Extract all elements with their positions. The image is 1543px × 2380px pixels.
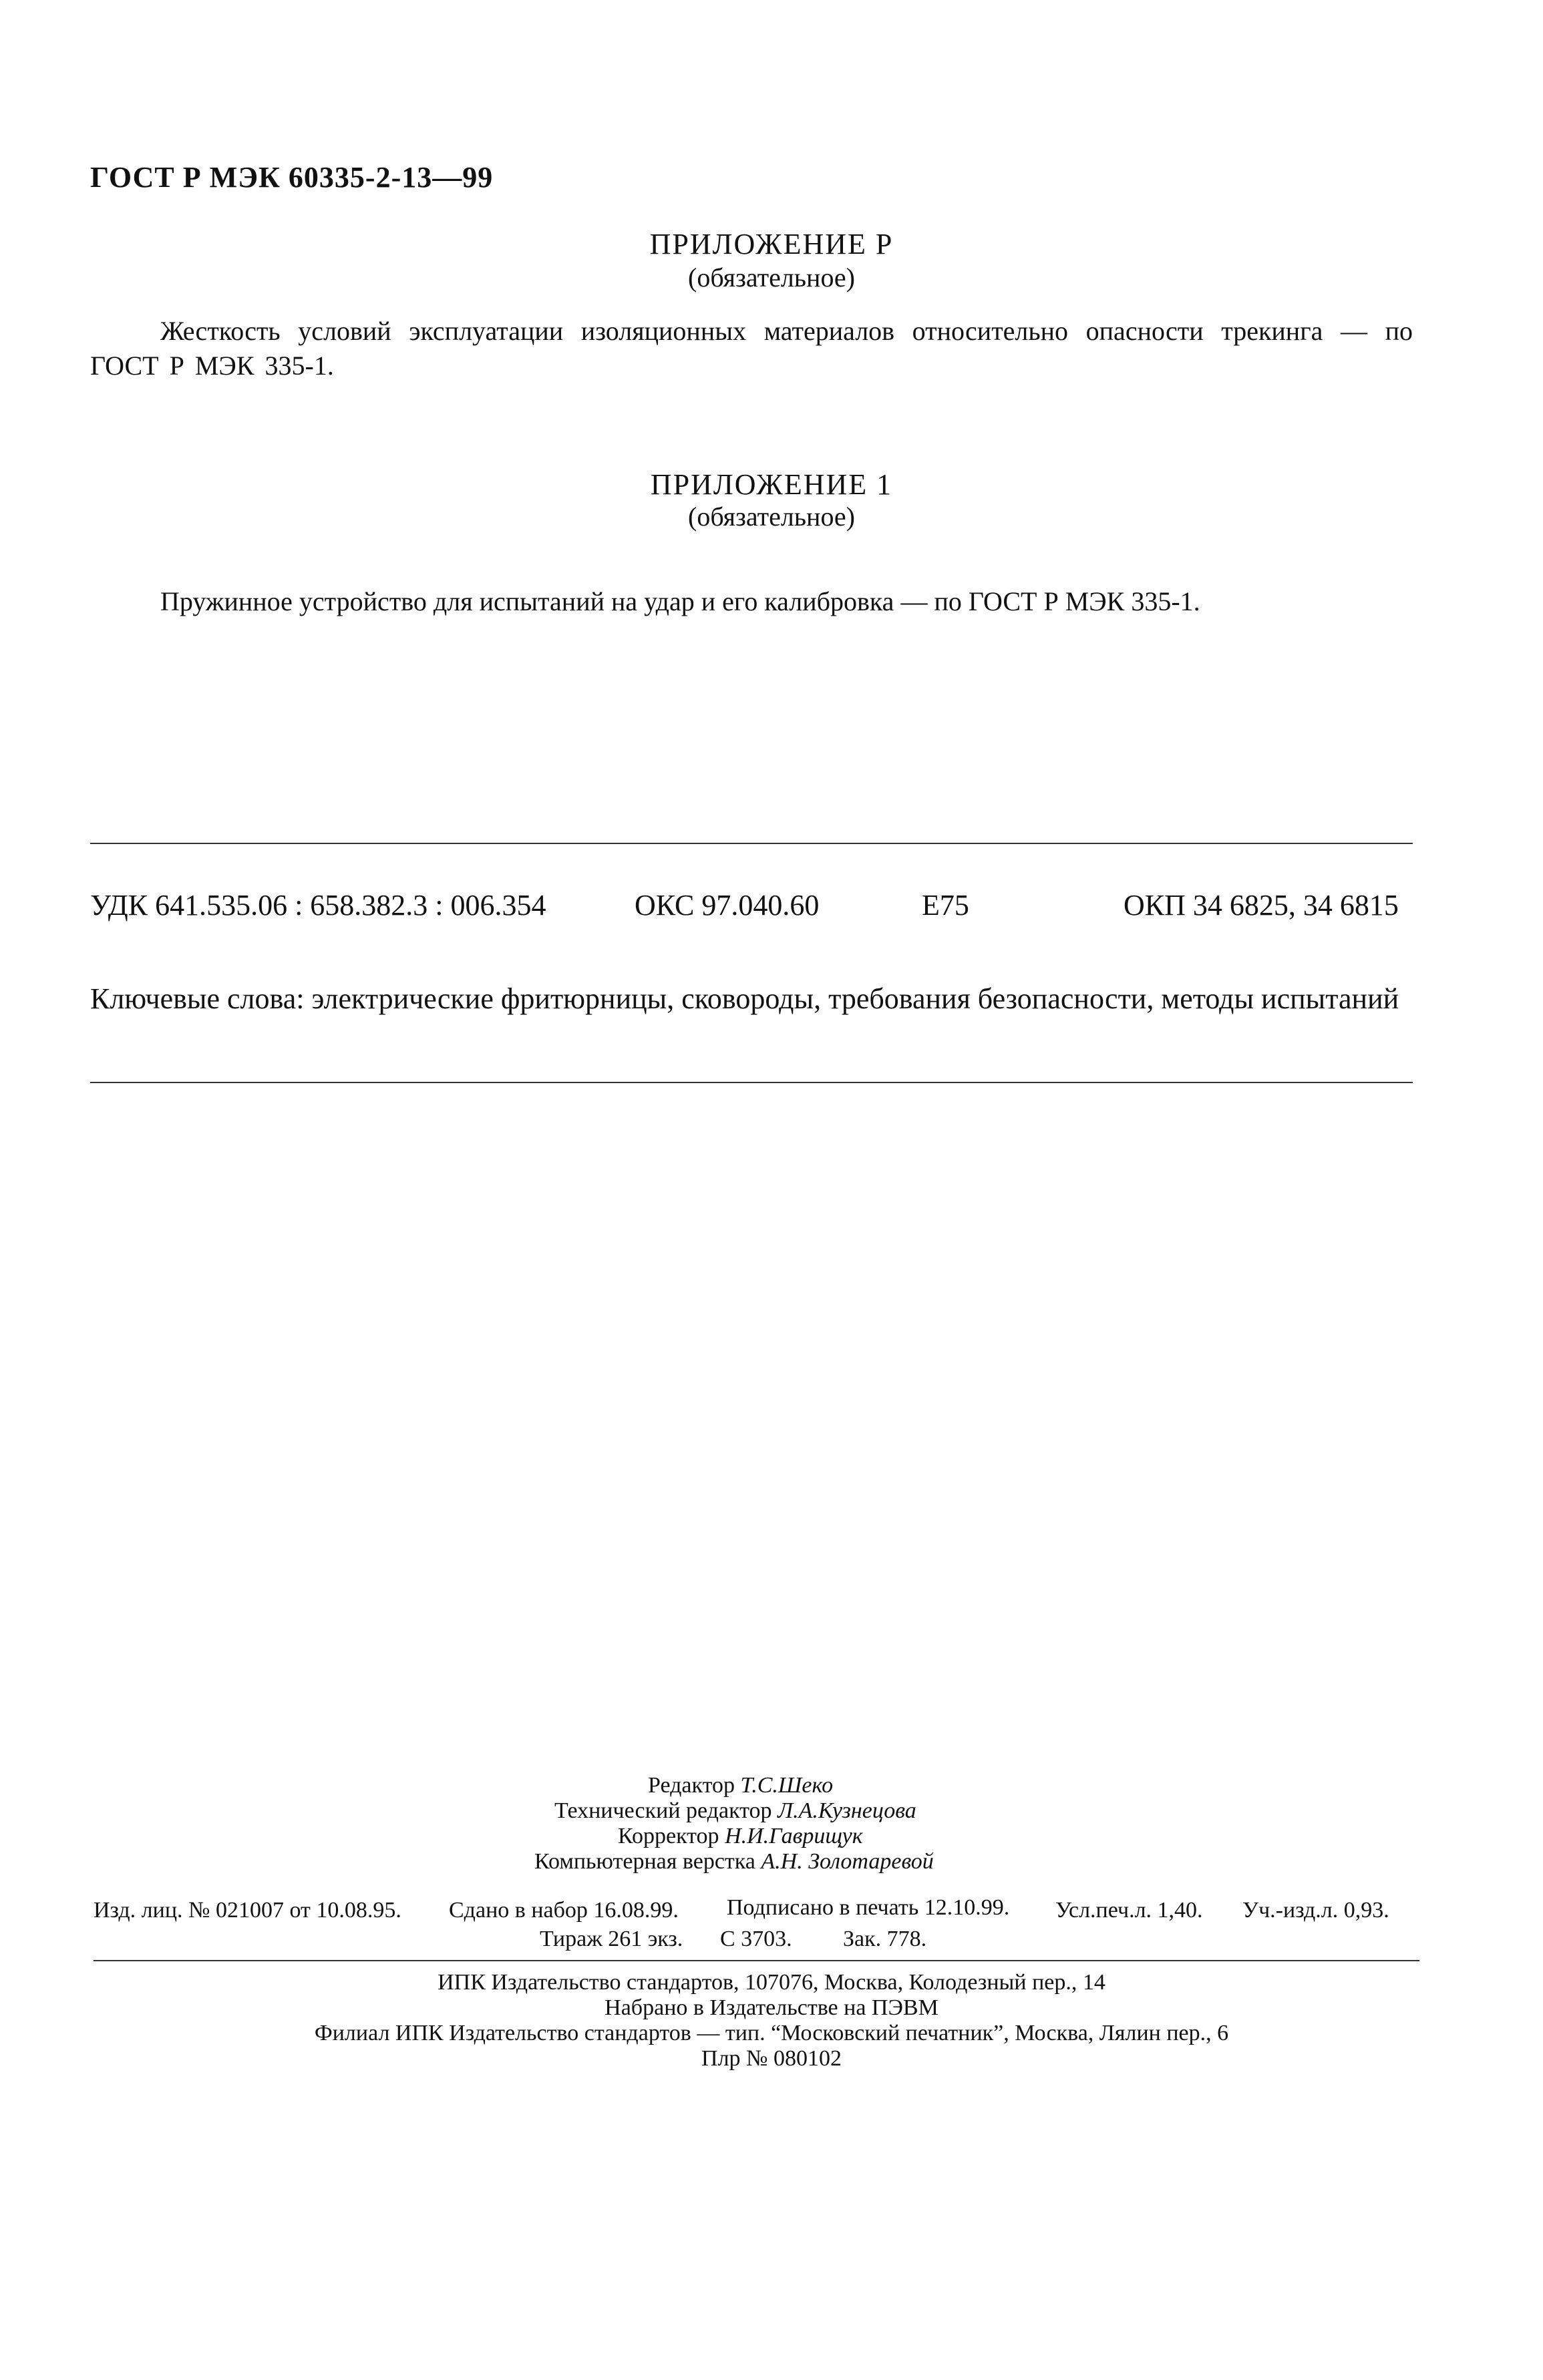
udk-code: УДК 641.535.06 : 658.382.3 : 006.354 xyxy=(90,889,546,922)
corrector-name: Н.И.Гаврищук xyxy=(725,1824,863,1848)
divider-top xyxy=(90,843,1413,844)
appendix-1-subtitle: (обязательное) xyxy=(688,502,855,532)
editor-label: Редактор xyxy=(648,1773,735,1798)
appendix-p-title: ПРИЛОЖЕНИЕ Р xyxy=(649,228,894,260)
appendix-1-title: ПРИЛОЖЕНИЕ 1 xyxy=(650,468,893,501)
signed-for-print: Подписано в печать 12.10.99. xyxy=(727,1895,1010,1920)
appendix-p-text: Жесткость условий эксплуатации изоляционных материалов относительно опасности трекинга — по ГОСТ Р МЭК 335-1. xyxy=(90,316,1413,381)
print-run: Тираж 261 экз. xyxy=(540,1927,683,1951)
document-code: ГОСТ Р МЭК 60335-2-13—99 xyxy=(90,161,494,194)
c-number: С 3703. xyxy=(720,1927,792,1951)
layout-line xyxy=(534,1849,934,1874)
tech-editor-name: Л.А.Кузнецова xyxy=(778,1798,916,1823)
layout-name: А.Н. Золотаревой xyxy=(761,1849,934,1874)
e-code: Е75 xyxy=(922,889,969,922)
publisher-license: Изд. лиц. № 021007 от 10.08.95. xyxy=(94,1898,401,1923)
divider-bottom xyxy=(90,1082,1413,1083)
okp-code: ОКП 34 6825, 34 6815 xyxy=(1124,889,1399,922)
tech-editor-label: Технический редактор xyxy=(554,1798,772,1823)
imprint-line-4: Плр № 080102 xyxy=(701,2046,842,2071)
appendix-p-subtitle: (обязательное) xyxy=(688,262,855,292)
order-number: Зак. 778. xyxy=(843,1927,927,1951)
tech-editor-line xyxy=(554,1798,916,1824)
publishing-sheets: Уч.-изд.л. 0,93. xyxy=(1242,1898,1389,1923)
corrector-label: Корректор xyxy=(618,1824,719,1848)
imprint-line-1: ИПК Издательство стандартов, 107076, Москва, Колодезный пер., 14 xyxy=(438,1970,1105,1995)
editor-line xyxy=(648,1773,833,1798)
imprint-line-3: Филиал ИПК Издательство стандартов — тип. “Московский печатник”, Москва, Лялин пер., 6 xyxy=(314,2021,1229,2045)
oks-code: ОКС 97.040.60 xyxy=(635,889,820,922)
keywords: Ключевые слова: электрические фритюрницы, сковороды, требования безопасности, методы испытаний xyxy=(90,982,1399,1015)
imprint-line-2: Набрано в Издательстве на ПЭВМ xyxy=(605,1995,938,2020)
imprint xyxy=(0,1970,1543,2071)
divider-imprint xyxy=(94,1960,1419,1961)
sent-to-typeset: Сдано в набор 16.08.99. xyxy=(449,1898,679,1923)
corrector-line xyxy=(618,1824,863,1849)
layout-label: Компьютерная верстка xyxy=(534,1849,755,1874)
appendix-1-text: Пружинное устройство для испытаний на удар и его калибровка — по ГОСТ Р МЭК 335-1. xyxy=(160,586,1200,616)
conventional-sheets: Усл.печ.л. 1,40. xyxy=(1055,1898,1203,1923)
editor-name: Т.С.Шеко xyxy=(740,1773,834,1798)
